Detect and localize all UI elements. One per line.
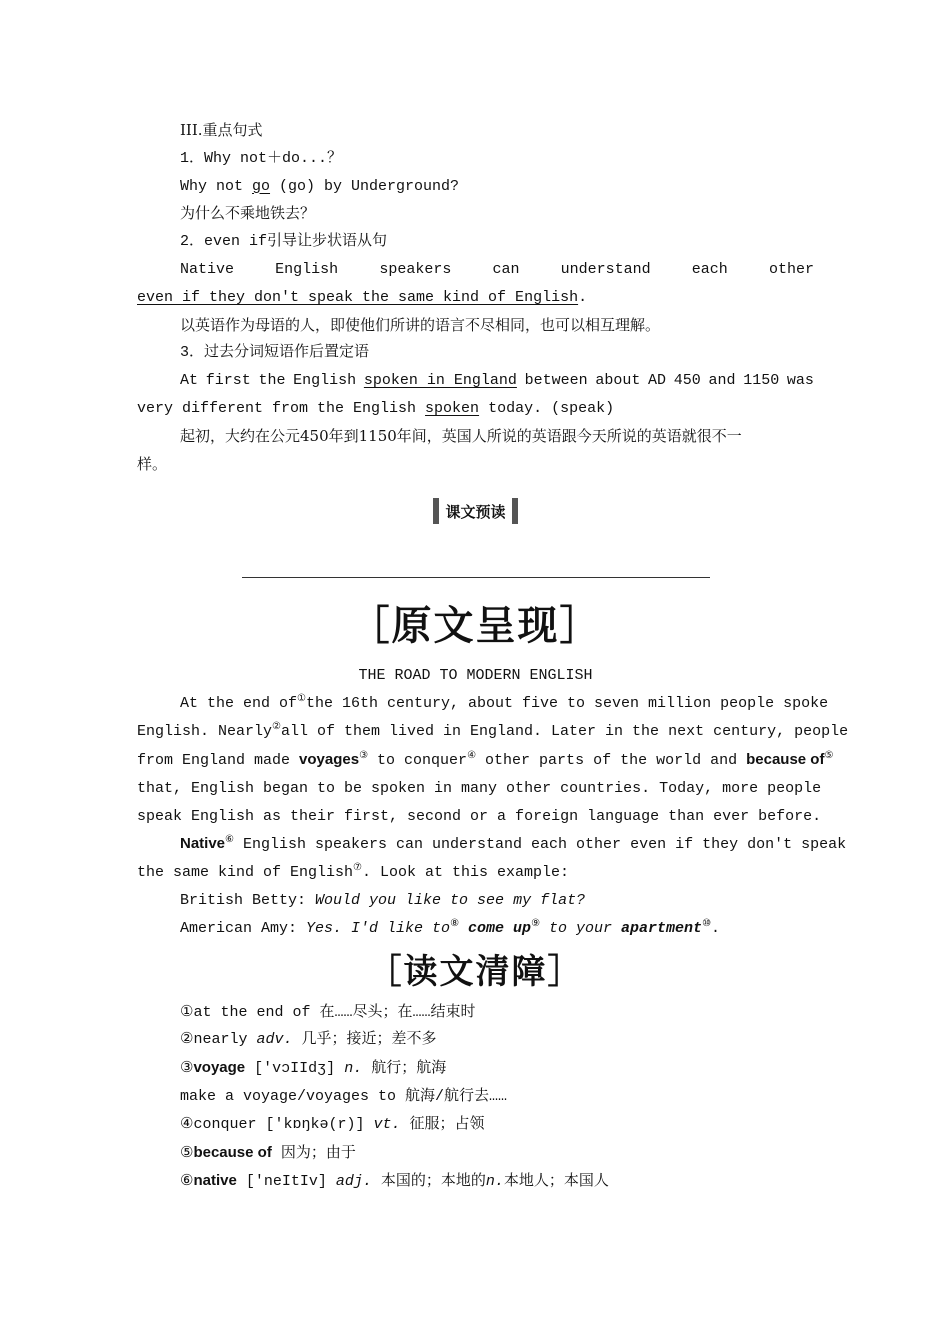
dialog-betty [137, 887, 814, 915]
word: first [205, 372, 251, 390]
text: today. (speak) [479, 399, 615, 417]
word: each [691, 260, 728, 278]
speaker: British Betty: [180, 891, 316, 909]
note-3 [137, 1054, 814, 1083]
divider [242, 577, 710, 578]
text: . [711, 919, 721, 937]
pattern-3-translation-line-1: 起初，大约在公元450年到1150年间，英国人所说的英语跟今天所说的英语就很不一 [180, 426, 742, 445]
word: Native [180, 260, 235, 278]
keyword: Native [180, 835, 226, 853]
text: . Look at this example: [362, 864, 570, 882]
text: very different from the English [137, 399, 426, 417]
word: At [180, 372, 199, 390]
part-of-speech: vt. [373, 1115, 401, 1133]
text: (go) by Underground? [270, 177, 460, 195]
part-of-speech: n. [344, 1060, 363, 1078]
dialog-line: to your [540, 919, 622, 937]
text: 征服；占领 [400, 1115, 485, 1133]
word: English [293, 372, 357, 390]
word: and [708, 372, 736, 390]
text-title: THE ROAD TO MODERN ENGLISH [358, 667, 593, 685]
note-4 [137, 1111, 814, 1139]
pattern-1-translation: 为什么不乘地铁去？ [180, 204, 316, 223]
text: At the end of [180, 695, 298, 713]
word: 450 [673, 372, 701, 390]
text: ②nearly [180, 1031, 257, 1049]
pattern-2-example-line-2 [137, 284, 814, 312]
para-1-line-1 [137, 690, 829, 718]
word: other [768, 260, 814, 278]
pattern-2-translation: 以英语作为母语的人，即使他们所讲的语言不尽相同，也可以相互理解。 [180, 315, 661, 334]
answer-blank: spoken in England [363, 372, 517, 390]
para-1-line-3 [137, 746, 834, 775]
word: understand [560, 260, 651, 278]
part-of-speech: adv. [256, 1031, 293, 1049]
answer-blank: go [252, 177, 271, 195]
text: 本地人；本国人 [503, 1173, 609, 1191]
text: the same kind of English [137, 864, 354, 882]
tag-bar-right [512, 498, 518, 524]
text: 航行；航海 [362, 1060, 447, 1078]
footnote-marker: ① [297, 694, 306, 706]
word: AD [648, 372, 667, 390]
keyword: because of [193, 1143, 272, 1161]
para-2-line-1 [137, 830, 847, 859]
text: . [578, 288, 588, 306]
footnote-marker: ② [272, 722, 281, 734]
notes-heading: ［读文清障］ [367, 951, 584, 992]
keyword: voyage [193, 1059, 246, 1077]
para-2-line-2 [137, 859, 814, 887]
word: the [258, 372, 286, 390]
text: other parts of the world and [476, 751, 747, 769]
pattern-1-example [137, 173, 814, 201]
phonetic: ['neItIv] [236, 1173, 336, 1191]
keyword: come up [468, 919, 532, 937]
text: 几乎；接近；差不多 [292, 1031, 437, 1049]
text: ⑤ [180, 1144, 194, 1162]
section-heading: III.重点句式 [180, 121, 263, 139]
pattern-3-example-line-1 [137, 367, 814, 395]
section-tag [137, 498, 814, 538]
footnote-marker: ⑤ [824, 750, 834, 762]
part-of-speech: n. [485, 1173, 504, 1191]
speaker: American Amy: [180, 919, 307, 937]
pattern-3-title: 3．过去分词短语作后置定语 [180, 344, 370, 362]
word: about [595, 372, 641, 390]
para-1-line-4: that, English began to be spoken in many other countries. Today, more people [137, 779, 822, 797]
footnote-marker: ③ [359, 750, 369, 762]
footnote-marker: ④ [467, 750, 477, 762]
word: 1150 [743, 372, 780, 390]
pattern-2-example-line-1 [137, 256, 814, 284]
pattern-2-title: 2．even if引导让步状语从句 [180, 233, 388, 251]
text: English speakers can understand each other even if they don't speak [234, 836, 847, 854]
note-1: ①at the end of 在……尽头；在……结束时 [180, 1003, 476, 1021]
note-3-phrase: make a voyage/voyages to 航海/航行去…… [180, 1087, 508, 1105]
footnote-marker: ⑨ [531, 918, 541, 930]
phonetic: ['vɔIIdʒ] [245, 1060, 345, 1078]
dialog-line: Would you like to see my flat? [315, 891, 586, 909]
text: 本国的；本地的 [371, 1173, 486, 1191]
text: English. Nearly [137, 723, 273, 741]
text: 因为；由于 [271, 1144, 356, 1162]
keyword: voyages [299, 750, 360, 768]
note-5 [137, 1139, 814, 1168]
word: was [786, 372, 814, 390]
text: the 16th century, about five to seven million people spoke [306, 695, 829, 713]
footnote-marker: ⑥ [225, 835, 234, 847]
footnote-marker: ⑩ [702, 918, 712, 930]
text: to conquer [368, 751, 468, 769]
footnote-marker: ⑦ [353, 863, 363, 875]
text: ⑥ [180, 1173, 194, 1191]
word: can [492, 260, 520, 278]
document-page [137, 117, 849, 1196]
dialog-amy [137, 915, 814, 943]
note-6 [137, 1167, 814, 1196]
text: all of them lived in England. Later in the next century, people [281, 723, 849, 741]
original-text-heading: ［原文呈现］ [349, 603, 602, 650]
pattern-3-example-line-2 [137, 395, 814, 423]
footnote-marker: ⑧ [450, 918, 460, 930]
keyword: native [193, 1172, 237, 1190]
para-1-line-5: speak English as their first, second or a foreign language than ever before. [137, 807, 822, 825]
text: from England made [137, 751, 300, 769]
dialog-line: Yes. I'd like to [306, 919, 451, 937]
text: ③ [180, 1060, 194, 1078]
para-1-line-2 [137, 718, 849, 746]
answer-blank: spoken [425, 399, 480, 417]
word: speakers [379, 260, 452, 278]
pattern-3-translation-line-2: 样。 [137, 454, 168, 473]
note-2 [137, 1026, 814, 1054]
pattern-1-title: 1．Why not＋do...？ [180, 149, 343, 167]
word: between [524, 372, 588, 390]
tag-label: 课文预读 [445, 502, 506, 521]
keyword: apartment [621, 919, 703, 937]
text: Why not [180, 177, 253, 195]
part-of-speech: adj. [335, 1173, 372, 1191]
answer-blank: even if they don't speak the same kind of English [137, 288, 579, 306]
text: ④conquer ['kɒŋkə(r)] [180, 1115, 374, 1133]
keyword: because of [746, 750, 825, 768]
word: English [275, 260, 339, 278]
